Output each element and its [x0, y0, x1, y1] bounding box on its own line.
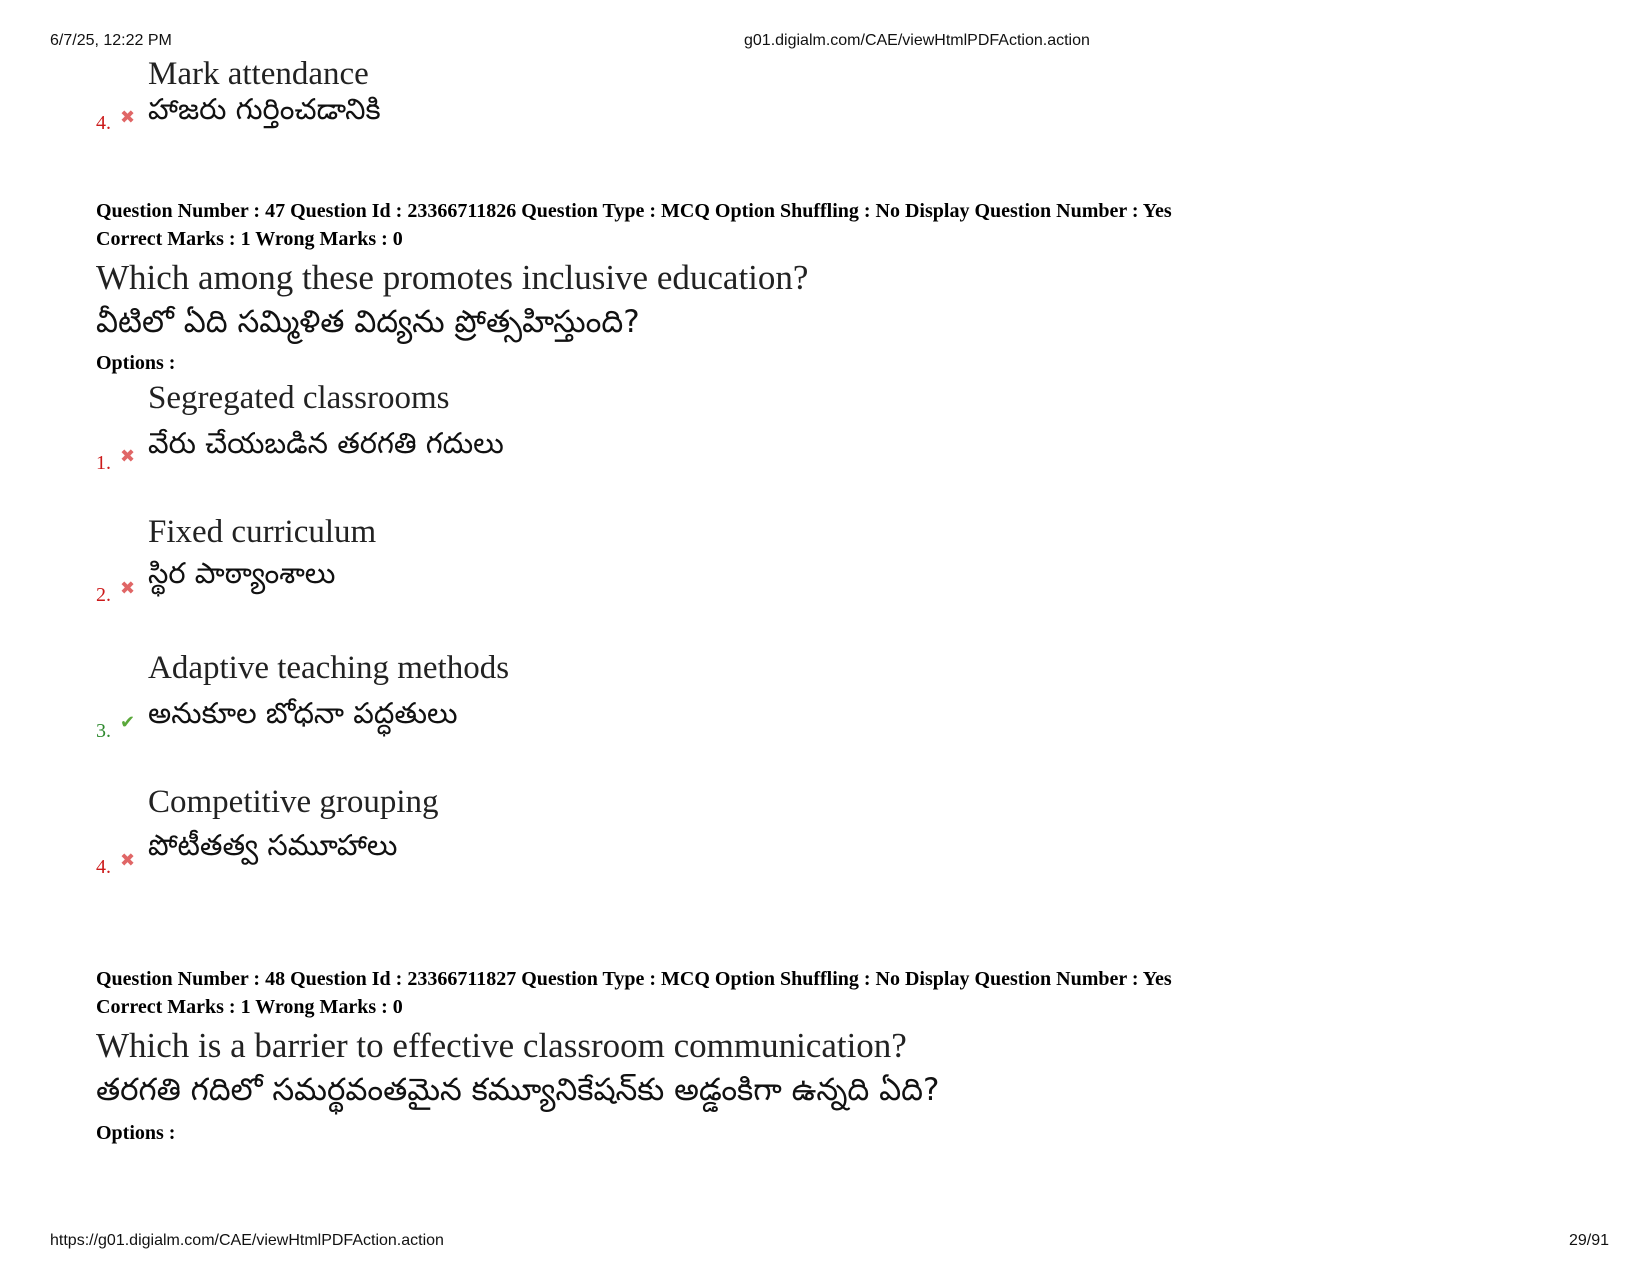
cross-icon: ✖	[120, 578, 136, 599]
option-text-en: Adaptive teaching methods	[148, 650, 510, 686]
options-label: Options :	[96, 1122, 176, 1144]
option-number: 1.	[96, 452, 111, 474]
option-text-en: Competitive grouping	[148, 784, 439, 820]
option-number: 3.	[96, 720, 111, 742]
header-url: g01.digialm.com/CAE/viewHtmlPDFAction.action	[744, 32, 1090, 49]
option-text-te: వేరు చేయబడిన తరగతి గదులు	[148, 426, 504, 460]
question-marks: Correct Marks : 1 Wrong Marks : 0	[96, 996, 403, 1018]
option-text-te: స్థిర పాఠ్యాంశాలు	[148, 556, 336, 590]
question-text-te: వీటిలో ఏది సమ్మిళిత విద్యను ప్రోత్సహిస్తుంది?	[96, 304, 640, 340]
question-meta: Question Number : 48 Question Id : 23366711827 Question Type : MCQ Option Shuffling : No Display Question Number : Yes	[96, 968, 1172, 990]
question-text-en: Which among these promotes inclusive education?	[96, 258, 809, 297]
options-label: Options :	[96, 352, 176, 374]
footer-page-number: 29/91	[1568, 1232, 1609, 1249]
option-text-te: అనుకూల బోధనా పద్ధతులు	[148, 696, 458, 730]
option-text-en: Fixed curriculum	[148, 514, 377, 550]
footer-url: https://g01.digialm.com/CAE/viewHtmlPDFAction.action	[50, 1232, 444, 1249]
option-text-te: హాజరు గుర్తించడానికి	[148, 92, 381, 126]
cross-icon: ✖	[120, 107, 136, 128]
question-text-te: తరగతి గదిలో సమర్థవంతమైన కమ్యూనికేషన్‌కు అడ్డంకిగా ఉన్నది ఏది?	[96, 1072, 940, 1108]
question-marks: Correct Marks : 1 Wrong Marks : 0	[96, 228, 403, 250]
option-number: 4.	[96, 856, 111, 878]
option-number: 2.	[96, 584, 111, 606]
question-meta: Question Number : 47 Question Id : 23366711826 Question Type : MCQ Option Shuffling : No Display Question Number : Yes	[96, 200, 1172, 222]
option-number: 4.	[96, 112, 111, 134]
question-text-en: Which is a barrier to effective classroom communication?	[96, 1026, 907, 1065]
option-text-te: పోటీతత్వ సమూహాలు	[148, 828, 398, 862]
header-datetime: 6/7/25, 12:22 PM	[50, 32, 172, 49]
option-text-en: Segregated classrooms	[148, 380, 450, 416]
cross-icon: ✖	[120, 446, 136, 467]
cross-icon: ✖	[120, 850, 136, 871]
check-icon: ✔	[120, 712, 136, 733]
option-text-en: Mark attendance	[148, 56, 369, 92]
